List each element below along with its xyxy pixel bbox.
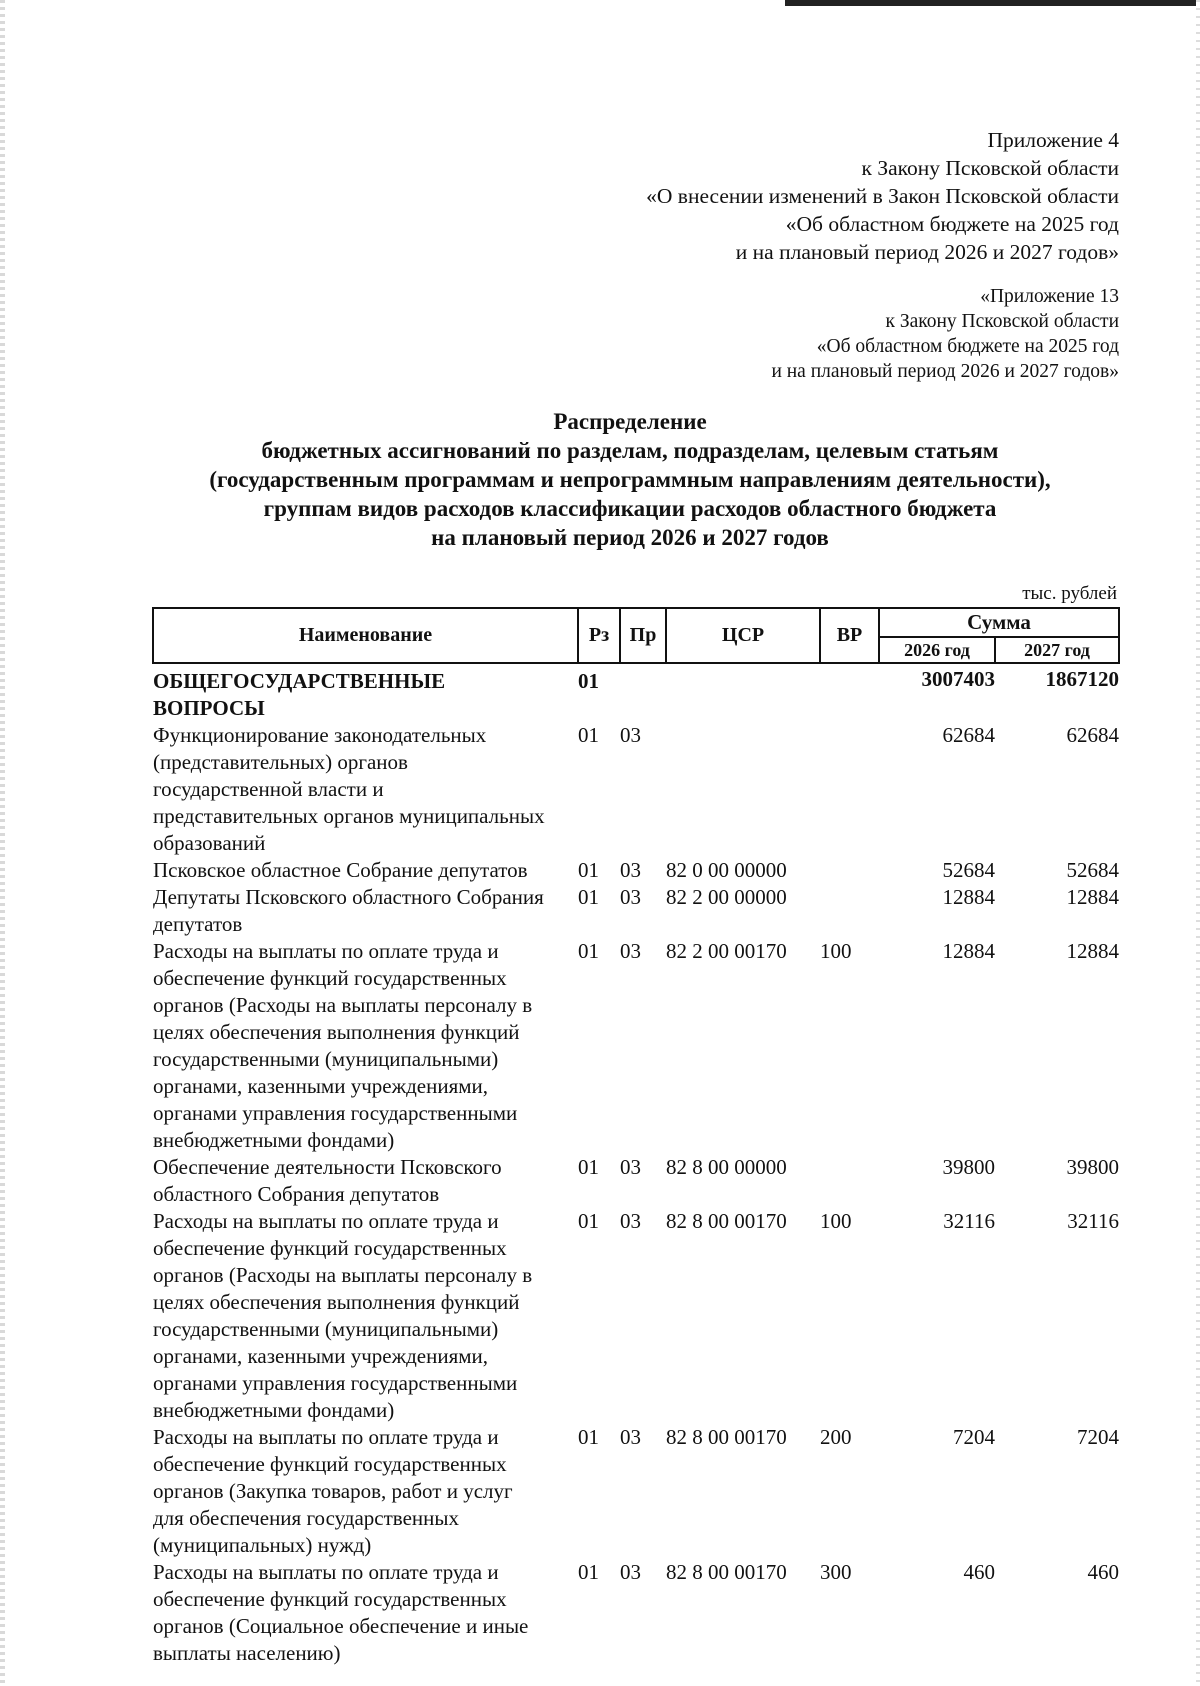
row-name <box>153 663 578 722</box>
title-line: Распределение <box>553 409 707 434</box>
row-vr <box>820 857 879 884</box>
row-y2027: 52684 <box>1066 858 1119 882</box>
row-name-line: государственной власти и <box>153 777 384 801</box>
row-rz: 01 <box>578 1209 599 1233</box>
row-y2026: 460 <box>963 1560 995 1584</box>
row-vr: 100 <box>820 939 852 963</box>
table-row <box>153 1154 1119 1208</box>
header-pr: Пр <box>620 608 666 663</box>
annex-line: «О внесении изменений в Закон Псковской области <box>646 184 1119 208</box>
row-csr: 82 8 00 00170 <box>666 1560 787 1584</box>
annex-inner-line: и на плановый период 2026 и 2027 годов» <box>771 361 1119 382</box>
row-csr <box>666 663 820 722</box>
row-name-line: внебюджетными фондами) <box>153 1398 395 1422</box>
unit-label: тыс. рублей <box>1022 583 1117 604</box>
row-rz: 01 <box>578 1560 599 1584</box>
row-name-line: депутатов <box>153 912 243 936</box>
right-scan-edge <box>1196 0 1200 1686</box>
table-row <box>153 884 1119 938</box>
row-name-line: органами, казенными учреждениями, <box>153 1344 489 1368</box>
row-y2026: 12884 <box>942 885 995 909</box>
row-name <box>153 722 578 857</box>
row-name-line: органов (Расходы на выплаты персоналу в <box>153 1263 533 1287</box>
row-name-line: внебюджетными фондами) <box>153 1128 395 1152</box>
annex-inner-line: к Закону Псковской области <box>885 311 1119 332</box>
table-row <box>153 857 1119 884</box>
row-vr <box>820 884 879 938</box>
row-pr: 03 <box>620 858 641 882</box>
row-name-line: органов (Закупка товаров, работ и услуг <box>153 1479 513 1503</box>
title-line: (государственным программам и непрограммным направлениям деятельности), <box>209 467 1051 492</box>
row-pr: 03 <box>620 1209 641 1233</box>
row-csr: 82 8 00 00170 <box>666 1425 787 1449</box>
header-vr: ВР <box>820 608 879 663</box>
header-csr: ЦСР <box>666 608 820 663</box>
row-rz: 01 <box>578 858 599 882</box>
annex-inner-line: «Об областном бюджете на 2025 год <box>816 336 1119 357</box>
row-y2026: 3007403 <box>921 667 995 691</box>
row-vr <box>820 722 879 857</box>
row-pr: 03 <box>620 1155 641 1179</box>
row-y2026: 7204 <box>953 1425 995 1449</box>
row-rz: 01 <box>578 1425 599 1449</box>
row-name <box>153 1559 578 1667</box>
row-y2026: 52684 <box>942 858 995 882</box>
row-pr: 03 <box>620 885 641 909</box>
table-row <box>153 722 1119 857</box>
row-name <box>153 1208 578 1424</box>
row-name-line: государственными (муниципальными) <box>153 1317 499 1341</box>
row-name <box>153 938 578 1154</box>
row-name-line: государственными (муниципальными) <box>153 1047 499 1071</box>
row-name-line: ОБЩЕГОСУДАРСТВЕННЫЕ <box>153 669 446 693</box>
row-y2027: 39800 <box>1066 1155 1119 1179</box>
table-row <box>153 1208 1119 1424</box>
row-name-line: ВОПРОСЫ <box>153 696 265 720</box>
title-line: бюджетных ассигнований по разделам, подразделам, целевым статьям <box>261 438 999 463</box>
row-name-line: обеспечение функций государственных <box>153 1452 507 1476</box>
row-rz: 01 <box>578 723 599 747</box>
table-row <box>153 1424 1119 1559</box>
document-title <box>150 407 1110 552</box>
annex-inner-header <box>771 284 1119 384</box>
table-header <box>153 608 1119 663</box>
row-pr: 03 <box>620 939 641 963</box>
row-vr <box>820 663 879 722</box>
title-line: группам видов расходов классификации расходов областного бюджета <box>263 496 997 521</box>
row-y2027: 12884 <box>1066 885 1119 909</box>
row-name-line: (муниципальных) нужд) <box>153 1533 372 1557</box>
row-name-line: (представительных) органов <box>153 750 408 774</box>
row-vr: 200 <box>820 1425 852 1449</box>
row-y2027: 32116 <box>1067 1209 1119 1233</box>
row-name <box>153 884 578 938</box>
left-scan-edge <box>0 0 5 1686</box>
row-name-line: обеспечение функций государственных <box>153 1236 507 1260</box>
row-pr: 03 <box>620 723 641 747</box>
row-csr <box>666 722 820 857</box>
row-y2027: 460 <box>1087 1560 1119 1584</box>
row-rz: 01 <box>578 885 599 909</box>
row-csr: 82 8 00 00170 <box>666 1209 787 1233</box>
row-y2026: 32116 <box>943 1209 995 1233</box>
row-name-line: Расходы на выплаты по оплате труда и <box>153 1209 499 1233</box>
row-csr: 82 2 00 00000 <box>666 885 787 909</box>
row-name <box>153 857 578 884</box>
row-name-line: выплаты населению) <box>153 1641 341 1665</box>
row-pr: 03 <box>620 1560 641 1584</box>
row-name-line: представительных органов муниципальных <box>153 804 545 828</box>
header-year-2027: 2027 год <box>995 637 1119 663</box>
row-name-line: Депутаты Псковского областного Собрания <box>153 885 544 909</box>
row-name-line: Обеспечение деятельности Псковского <box>153 1155 502 1179</box>
row-name-line: Функционирование законодательных <box>153 723 487 747</box>
row-name <box>153 1154 578 1208</box>
row-y2027: 1867120 <box>1045 667 1119 691</box>
row-name-line: органов (Социальное обеспечение и иные <box>153 1614 529 1638</box>
row-vr: 300 <box>820 1560 852 1584</box>
row-rz: 01 <box>578 669 599 693</box>
annex-line: и на плановый период 2026 и 2027 годов» <box>735 240 1119 264</box>
top-scan-edge <box>785 0 1200 6</box>
annex-line: «Об областном бюджете на 2025 год <box>785 212 1119 236</box>
row-name-line: целях обеспечения выполнения функций <box>153 1020 520 1044</box>
row-name-line: Расходы на выплаты по оплате труда и <box>153 939 499 963</box>
row-name-line: образований <box>153 831 266 855</box>
title-line: на плановый период 2026 и 2027 годов <box>431 525 829 550</box>
budget-table <box>152 607 1120 1667</box>
row-csr: 82 0 00 00000 <box>666 858 787 882</box>
row-y2026: 12884 <box>942 939 995 963</box>
annex-inner-line: «Приложение 13 <box>980 286 1119 307</box>
row-name-line: Расходы на выплаты по оплате труда и <box>153 1560 499 1584</box>
row-pr <box>620 663 666 722</box>
row-rz: 01 <box>578 939 599 963</box>
row-name-line: обеспечение функций государственных <box>153 1587 507 1611</box>
row-vr: 100 <box>820 1209 852 1233</box>
row-y2027: 62684 <box>1066 723 1119 747</box>
row-name-line: органами, казенными учреждениями, <box>153 1074 489 1098</box>
row-y2026: 39800 <box>942 1155 995 1179</box>
row-name-line: органами управления государственными <box>153 1101 518 1125</box>
row-name-line: обеспечение функций государственных <box>153 966 507 990</box>
header-name: Наименование <box>153 608 578 663</box>
annex-line: к Закону Псковской области <box>861 156 1119 180</box>
row-name-line: органов (Расходы на выплаты персоналу в <box>153 993 533 1017</box>
table-row <box>153 938 1119 1154</box>
header-year-2026: 2026 год <box>879 637 995 663</box>
table-body <box>153 663 1119 1667</box>
row-rz: 01 <box>578 1155 599 1179</box>
row-name-line: органами управления государственными <box>153 1371 518 1395</box>
row-y2027: 12884 <box>1066 939 1119 963</box>
row-name-line: целях обеспечения выполнения функций <box>153 1290 520 1314</box>
annex-header <box>646 126 1119 266</box>
row-name-line: областного Собрания депутатов <box>153 1182 440 1206</box>
row-y2027: 7204 <box>1077 1425 1119 1449</box>
row-name-line: Псковское областное Собрание депутатов <box>153 858 528 882</box>
annex-line: Приложение 4 <box>987 128 1119 152</box>
header-rz: Рз <box>578 608 620 663</box>
table-row <box>153 1559 1119 1667</box>
row-name <box>153 1424 578 1559</box>
row-csr: 82 2 00 00170 <box>666 939 787 963</box>
table-row <box>153 663 1119 722</box>
row-vr <box>820 1154 879 1208</box>
header-sum: Сумма <box>879 608 1119 637</box>
row-pr: 03 <box>620 1425 641 1449</box>
row-name-line: Расходы на выплаты по оплате труда и <box>153 1425 499 1449</box>
row-y2026: 62684 <box>942 723 995 747</box>
row-csr: 82 8 00 00000 <box>666 1155 787 1179</box>
row-name-line: для обеспечения государственных <box>153 1506 459 1530</box>
